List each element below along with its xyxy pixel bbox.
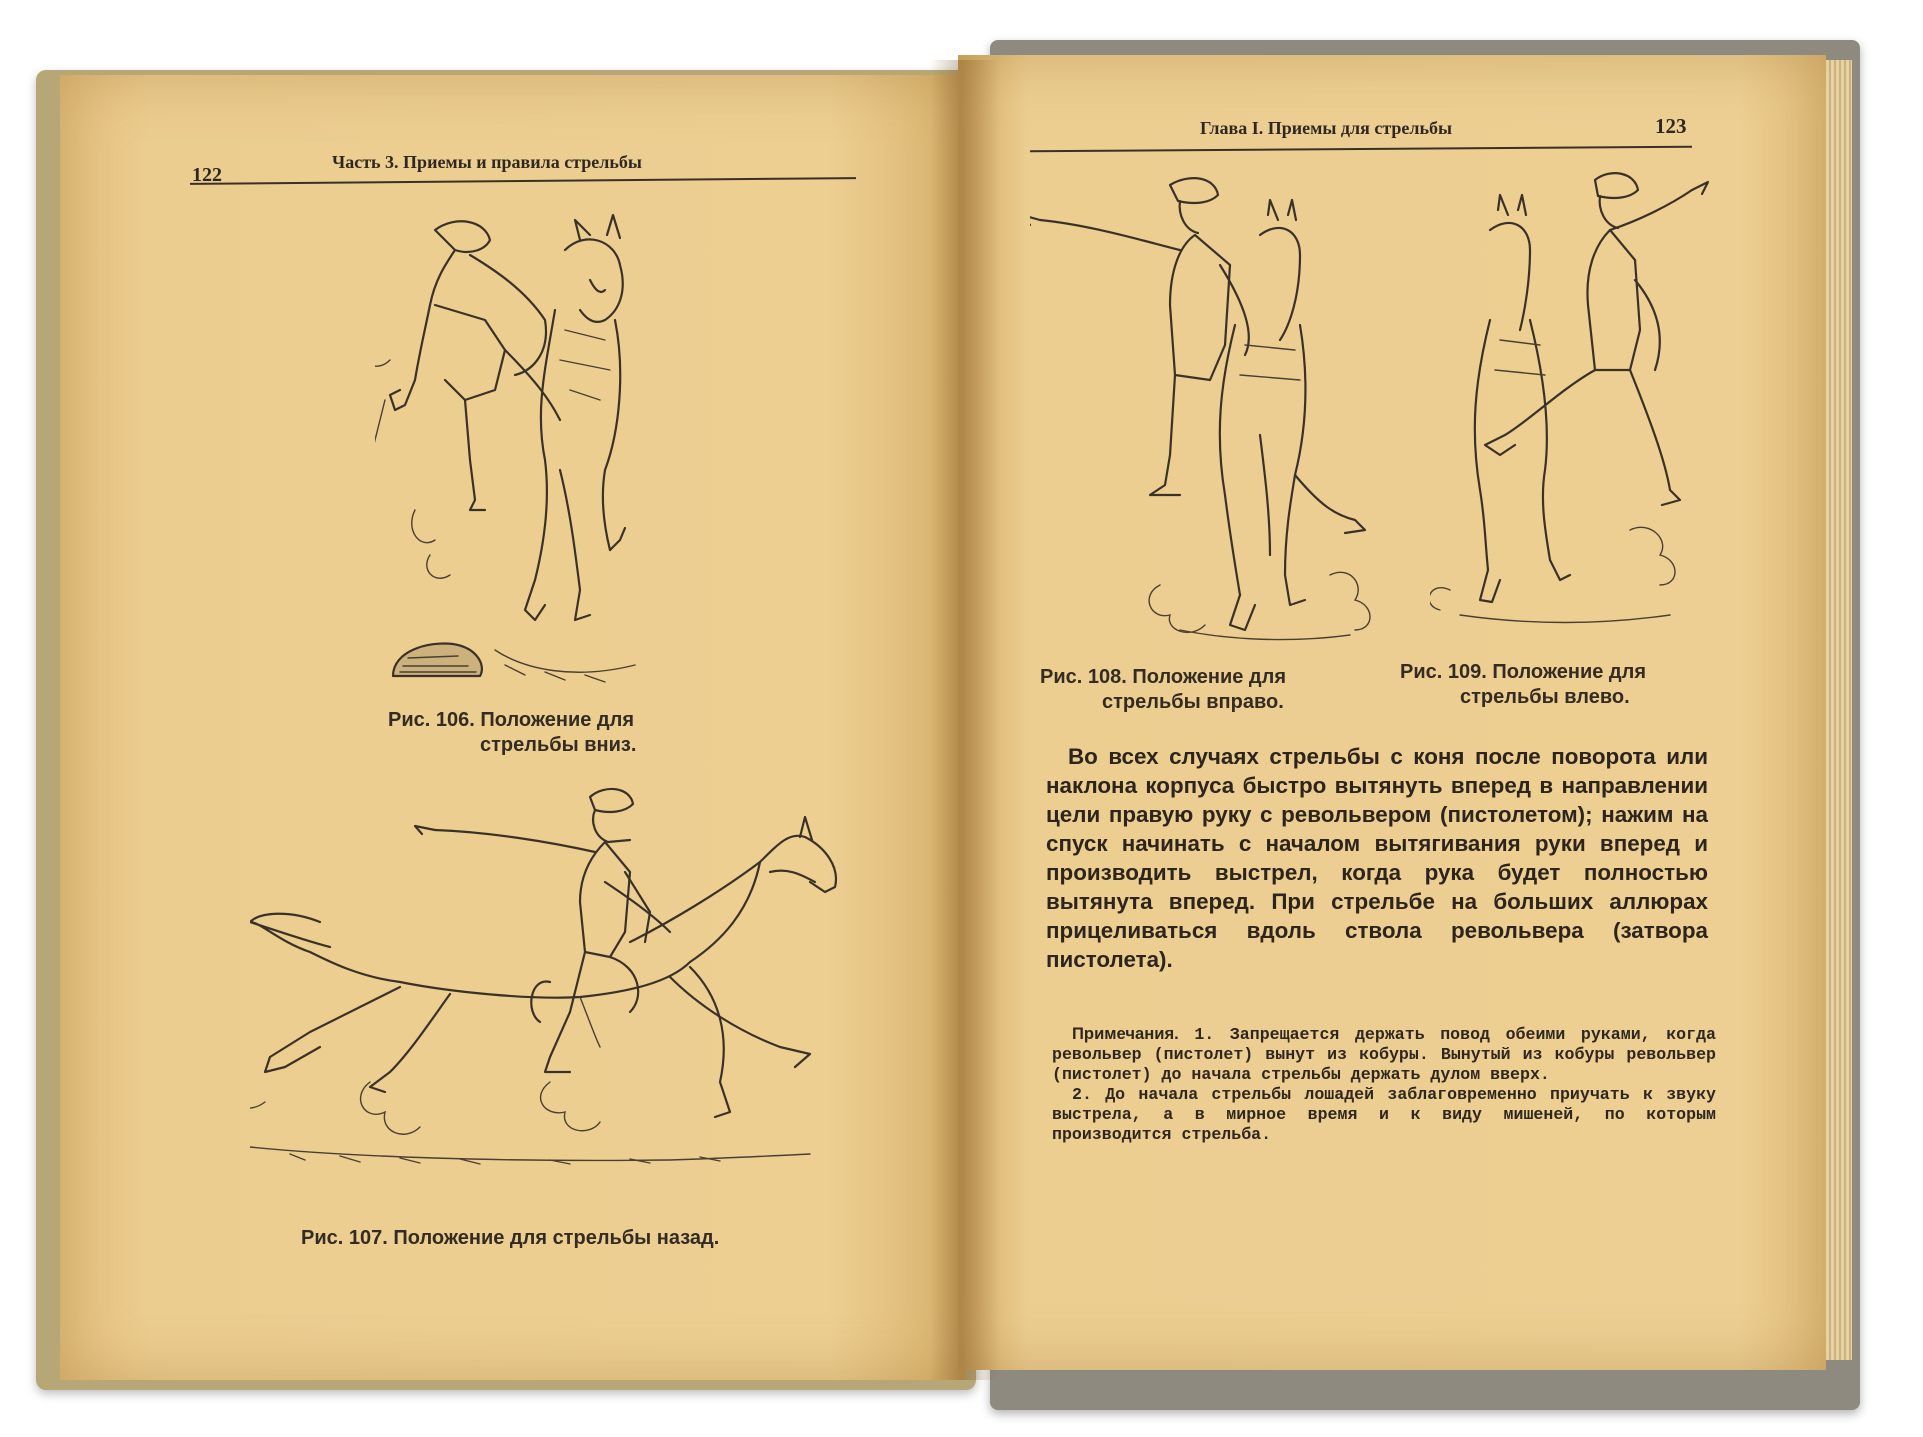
figure-108-caption-line1: Рис. 108. Положение для (1040, 666, 1287, 688)
note-1 (1052, 1024, 1716, 1085)
page-edges (1826, 60, 1852, 1360)
spine-shadow (930, 60, 1000, 1380)
stone-illustration (388, 636, 488, 682)
note-2 (1052, 1085, 1716, 1145)
note-1-text: 1. Запрещается держать повод обеими руками, когда револьвер (пистолет) вынут из кобуры. Вынутый из кобуры револьвер (пистолет) до начала стрельбы держать дулом вверх. (1052, 1025, 1717, 1084)
left-page-number: 122 (192, 164, 222, 186)
figure-109-caption-line1: Рис. 109. Положение для (1400, 661, 1647, 683)
notes-section (1052, 1024, 1716, 1145)
note-2-text: 2. До начала стрельбы лошадей заблаговременно приучать к звуку выстрела, а в мирное время и к виду мишеней, по которым производится стрельба. (1052, 1085, 1716, 1144)
figure-108-caption-line2: стрельбы вправо. (1102, 691, 1284, 713)
figure-106-caption-line1: Рис. 106. Положение для (388, 709, 635, 731)
figure-106-caption-line2: стрельбы вниз. (480, 734, 637, 756)
notes-label: Примечания. (1072, 1024, 1179, 1043)
left-running-head: Часть 3. Приемы и правила стрельбы (332, 152, 642, 172)
body-paragraph-text: Во всех случаях стрельбы с коня после поворота или наклона корпуса быстро вытянуть вперед в направлении цели правую руку с револьвером (пистолетом); нажим на спуск начинать с началом вытягивания руки вперед и производить выстрел, когда рука будет полностью вытянута вперед. При стрельбе на больших аллюрах прицеливаться вдоль ствола револьвера (затвора пистолета). (1046, 744, 1708, 972)
right-page-number: 123 (1655, 114, 1687, 138)
figure-106-illustration (375, 210, 705, 690)
figure-108-illustration (1030, 175, 1410, 645)
right-running-head: Глава I. Приемы для стрельбы (1200, 118, 1453, 138)
figure-109-caption-line2: стрельбы влево. (1460, 686, 1630, 708)
figure-107-caption: Рис. 107. Положение для стрельбы назад. (301, 1227, 720, 1249)
figure-109-illustration (1430, 170, 1720, 630)
body-paragraph (1046, 742, 1708, 974)
figure-107-illustration (250, 782, 850, 1202)
